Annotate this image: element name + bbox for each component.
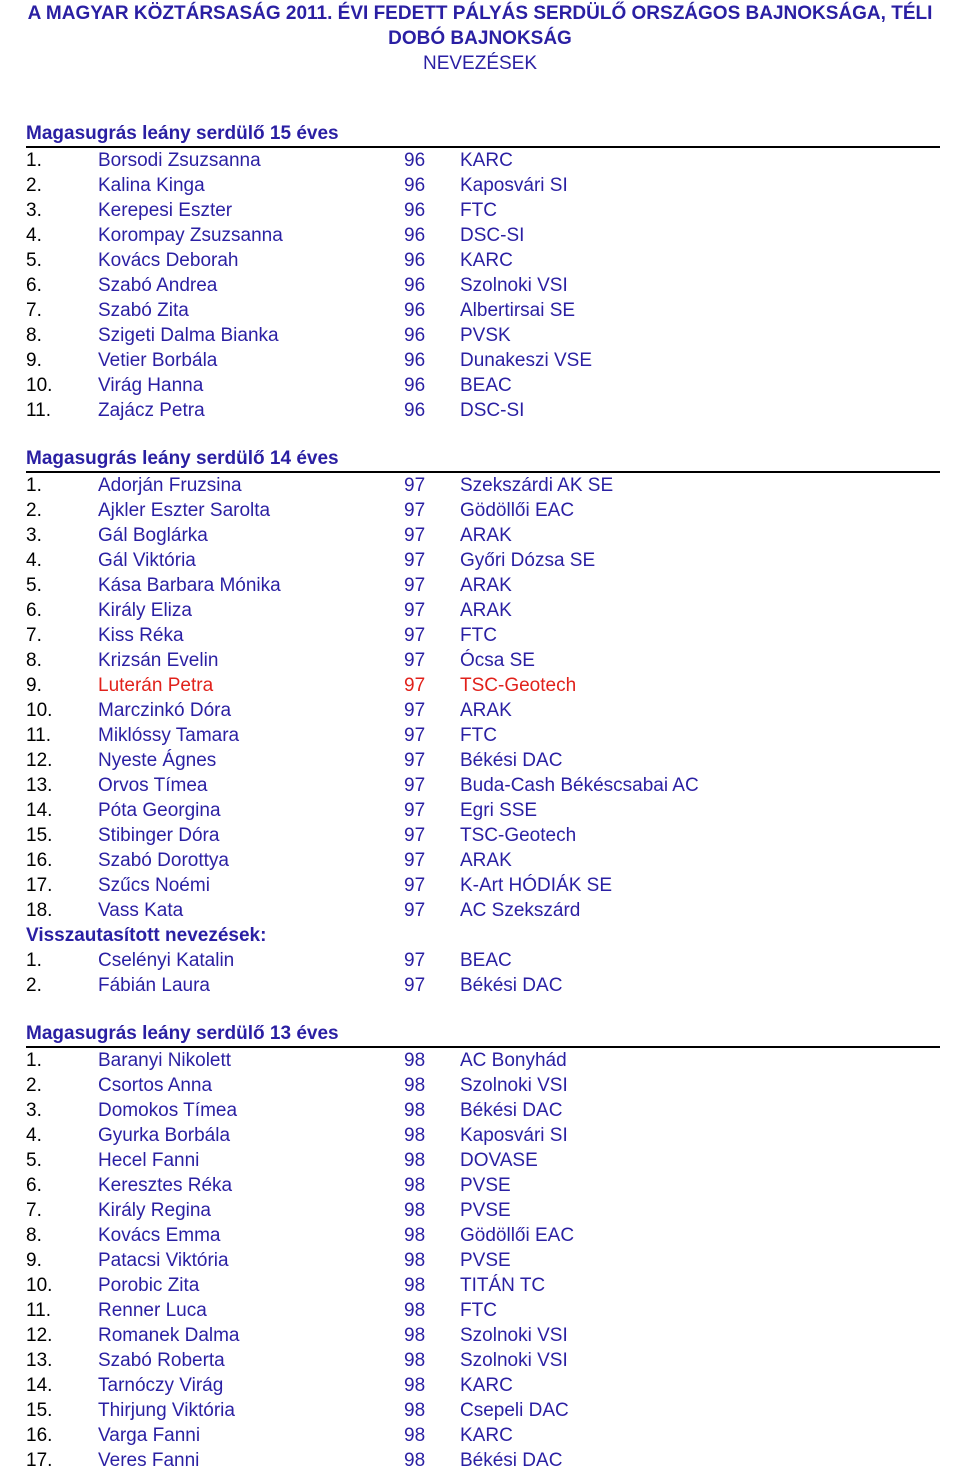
- entry-name: Nyeste Ágnes: [98, 750, 217, 771]
- entry-row: [26, 773, 940, 798]
- entry-num: 7.: [26, 1200, 42, 1221]
- entry-club: PVSK: [460, 325, 511, 346]
- entry-num: 14.: [26, 800, 53, 821]
- entry-year: 96: [404, 400, 426, 421]
- entry-num: 12.: [26, 750, 53, 771]
- entry-year: 98: [404, 1350, 426, 1371]
- entry-num: 6.: [26, 275, 42, 296]
- entry-num: 4.: [26, 550, 42, 571]
- entry-name: Thirjung Viktória: [98, 1400, 235, 1421]
- entry-name: Baranyi Nikolett: [98, 1050, 232, 1071]
- entry-club: Szolnoki VSI: [460, 275, 568, 296]
- entry-club: Dunakeszi VSE: [460, 350, 593, 371]
- entry-year: 97: [404, 700, 426, 721]
- entry-year: 96: [404, 250, 426, 271]
- entry-num: 16.: [26, 850, 53, 871]
- entry-row: [26, 1323, 940, 1348]
- entry-year: 98: [404, 1375, 426, 1396]
- entry-name: Kovács Emma: [98, 1225, 221, 1246]
- entry-row: [26, 723, 940, 748]
- entry-num: 2.: [26, 1075, 42, 1096]
- entry-name: Borsodi Zsuzsanna: [98, 150, 261, 171]
- entry-row: [26, 273, 940, 298]
- entry-club: DOVASE: [460, 1150, 538, 1171]
- entry-name: Romanek Dalma: [98, 1325, 240, 1346]
- entry-row: [26, 573, 940, 598]
- entry-row: [26, 1448, 940, 1473]
- entry-club: K-Art HÓDIÁK SE: [460, 875, 613, 896]
- section-14-eves: [26, 446, 940, 998]
- entry-club: Szekszárdi AK SE: [460, 475, 614, 496]
- entry-club: FTC: [460, 200, 497, 221]
- section-heading: Magasugrás leány serdülő 15 éves: [26, 121, 940, 148]
- entry-club: Szolnoki VSI: [460, 1350, 568, 1371]
- entry-num: 15.: [26, 1400, 53, 1421]
- entry-num: 13.: [26, 775, 53, 796]
- entry-name: Domokos Tímea: [98, 1100, 238, 1121]
- entry-year: 98: [404, 1050, 426, 1071]
- entry-row: [26, 848, 940, 873]
- entry-name: Szabó Roberta: [98, 1350, 225, 1371]
- entry-list: [26, 1048, 940, 1473]
- entry-row: [26, 1048, 940, 1073]
- entry-club: Gödöllői EAC: [460, 500, 575, 521]
- entry-row: [26, 348, 940, 373]
- entry-year: 97: [404, 900, 426, 921]
- entry-row: [26, 373, 940, 398]
- section-13-eves: [26, 1021, 940, 1473]
- entry-club: Békési DAC: [460, 975, 563, 996]
- entry-year: 96: [404, 200, 426, 221]
- entry-year: 97: [404, 725, 426, 746]
- entry-row: [26, 1148, 940, 1173]
- entry-club: Buda-Cash Békéscsabai AC: [460, 775, 699, 796]
- entry-num: 2.: [26, 500, 42, 521]
- entry-year: 96: [404, 150, 426, 171]
- entry-club: KARC: [460, 150, 513, 171]
- entry-club: FTC: [460, 625, 497, 646]
- entry-club: ARAK: [460, 575, 512, 596]
- entry-row: [26, 798, 940, 823]
- entry-row: [26, 1098, 940, 1123]
- entry-name: Király Regina: [98, 1200, 211, 1221]
- entry-name: Ajkler Eszter Sarolta: [98, 500, 271, 521]
- entry-club: DSC-SI: [460, 225, 525, 246]
- rejected-heading: Visszautasított nevezések:: [26, 925, 267, 946]
- document-title-line-2: DOBÓ BAJNOKSÁG: [388, 28, 572, 49]
- entry-club: KARC: [460, 250, 513, 271]
- entry-row: [26, 523, 940, 548]
- entry-num: 1.: [26, 1050, 42, 1071]
- entry-num: 8.: [26, 1225, 42, 1246]
- entry-row: [26, 898, 940, 923]
- entry-name: Szűcs Noémi: [98, 875, 210, 896]
- entry-club: ARAK: [460, 700, 512, 721]
- entry-club: BEAC: [460, 375, 512, 396]
- entry-club: DSC-SI: [460, 400, 525, 421]
- entry-row: [26, 1398, 940, 1423]
- entry-club: ARAK: [460, 525, 512, 546]
- entry-club: Csepeli DAC: [460, 1400, 569, 1421]
- entry-name: Keresztes Réka: [98, 1175, 233, 1196]
- entry-name: Kovács Deborah: [98, 250, 239, 271]
- entry-num: 17.: [26, 1450, 53, 1471]
- entry-row: [26, 623, 940, 648]
- entry-name: Zajácz Petra: [98, 400, 205, 421]
- entry-name: Szabó Andrea: [98, 275, 218, 296]
- entry-name: Vetier Borbála: [98, 350, 218, 371]
- section-heading: Magasugrás leány serdülő 13 éves: [26, 1021, 940, 1048]
- entry-row: [26, 473, 940, 498]
- entry-year: 98: [404, 1125, 426, 1146]
- entry-num: 10.: [26, 375, 53, 396]
- entry-year: 96: [404, 225, 426, 246]
- entry-club: Békési DAC: [460, 750, 563, 771]
- entry-year: 97: [404, 850, 426, 871]
- entry-club: Albertirsai SE: [460, 300, 576, 321]
- entry-num: 1.: [26, 475, 42, 496]
- entry-year: 96: [404, 300, 426, 321]
- section-heading: Magasugrás leány serdülő 14 éves: [26, 446, 940, 473]
- entry-club: Kaposvári SI: [460, 175, 568, 196]
- entry-name: Fábián Laura: [98, 975, 210, 996]
- entry-num: 12.: [26, 1325, 53, 1346]
- entry-year: 97: [404, 625, 426, 646]
- entry-name: Luterán Petra: [98, 675, 214, 696]
- entry-name: Kerepesi Eszter: [98, 200, 233, 221]
- entry-row: [26, 1173, 940, 1198]
- entry-num: 11.: [26, 725, 52, 746]
- entry-num: 4.: [26, 1125, 42, 1146]
- entry-club: AC Bonyhád: [460, 1050, 567, 1071]
- entry-year: 97: [404, 525, 426, 546]
- entry-name: Orvos Tímea: [98, 775, 208, 796]
- entry-year: 98: [404, 1075, 426, 1096]
- entry-row: [26, 148, 940, 173]
- entry-name: Csortos Anna: [98, 1075, 213, 1096]
- entry-num: 9.: [26, 1250, 42, 1271]
- entry-name: Renner Luca: [98, 1300, 207, 1321]
- entry-num: 10.: [26, 700, 53, 721]
- entry-num: 6.: [26, 600, 42, 621]
- entry-club: ARAK: [460, 850, 512, 871]
- entry-num: 1.: [26, 950, 42, 971]
- entry-row: [26, 498, 940, 523]
- entry-num: 18.: [26, 900, 53, 921]
- entry-num: 3.: [26, 1100, 42, 1121]
- entry-name: Hecel Fanni: [98, 1150, 200, 1171]
- entry-row: [26, 1198, 940, 1223]
- entry-num: 1.: [26, 150, 42, 171]
- entry-club: Békési DAC: [460, 1450, 563, 1471]
- entry-name: Vass Kata: [98, 900, 184, 921]
- entry-year: 97: [404, 650, 426, 671]
- entry-row: [26, 648, 940, 673]
- entry-club: PVSE: [460, 1250, 511, 1271]
- section-15-eves: [26, 121, 940, 423]
- entry-club: Gödöllői EAC: [460, 1225, 575, 1246]
- entry-num: 15.: [26, 825, 53, 846]
- entry-num: 13.: [26, 1350, 53, 1371]
- entry-name: Szigeti Dalma Bianka: [98, 325, 279, 346]
- entry-num: 7.: [26, 625, 42, 646]
- entry-year: 97: [404, 800, 426, 821]
- entry-num: 8.: [26, 650, 42, 671]
- entry-club: Szolnoki VSI: [460, 1075, 568, 1096]
- entry-year: 97: [404, 825, 426, 846]
- document-subtitle: NEVEZÉSEK: [422, 53, 538, 74]
- entry-year: 96: [404, 325, 426, 346]
- rejected-list: [26, 948, 940, 998]
- entry-name: Porobic Zita: [98, 1275, 200, 1296]
- entry-num: 5.: [26, 250, 42, 271]
- entry-year: 97: [404, 875, 426, 896]
- entry-row: [26, 1348, 940, 1373]
- entry-num: 2.: [26, 175, 42, 196]
- entry-row: [26, 1373, 940, 1398]
- entry-row: [26, 198, 940, 223]
- entry-name: Stibinger Dóra: [98, 825, 220, 846]
- entry-name: Cselényi Katalin: [98, 950, 235, 971]
- entry-name: Kiss Réka: [98, 625, 184, 646]
- entry-name: Veres Fanni: [98, 1450, 200, 1471]
- entry-year: 97: [404, 975, 426, 996]
- entry-row: [26, 1273, 940, 1298]
- entry-year: 97: [404, 575, 426, 596]
- entry-year: 97: [404, 775, 426, 796]
- entry-year: 98: [404, 1225, 426, 1246]
- entry-club: BEAC: [460, 950, 512, 971]
- entry-row: [26, 973, 940, 998]
- entry-year: 98: [404, 1100, 426, 1121]
- entry-club: ARAK: [460, 600, 512, 621]
- entry-year: 98: [404, 1400, 426, 1421]
- entry-year: 96: [404, 175, 426, 196]
- entry-year: 98: [404, 1200, 426, 1221]
- entry-club: PVSE: [460, 1175, 511, 1196]
- entry-row: [26, 323, 940, 348]
- entry-row: [26, 598, 940, 623]
- entry-row: [26, 873, 940, 898]
- entry-row: [26, 1423, 940, 1448]
- entry-year: 98: [404, 1300, 426, 1321]
- entry-name: Szabó Dorottya: [98, 850, 229, 871]
- entry-num: 9.: [26, 675, 42, 696]
- entry-name: Patacsi Viktória: [98, 1250, 229, 1271]
- entry-name: Varga Fanni: [98, 1425, 201, 1446]
- entry-row: [26, 1223, 940, 1248]
- entry-num: 3.: [26, 525, 42, 546]
- entry-num: 16.: [26, 1425, 53, 1446]
- entry-row: [26, 173, 940, 198]
- entry-row: [26, 223, 940, 248]
- entry-club: KARC: [460, 1425, 513, 1446]
- entry-year: 97: [404, 600, 426, 621]
- entry-num: 3.: [26, 200, 42, 221]
- entry-club: FTC: [460, 725, 497, 746]
- entry-row: [26, 298, 940, 323]
- entry-year: 97: [404, 475, 426, 496]
- entry-name: Póta Georgina: [98, 800, 221, 821]
- entry-list: [26, 148, 940, 423]
- entry-row: [26, 248, 940, 273]
- document-header: [0, 0, 960, 76]
- entry-name: Tarnóczy Virág: [98, 1375, 224, 1396]
- entry-num: 6.: [26, 1175, 42, 1196]
- entry-club: FTC: [460, 1300, 497, 1321]
- entry-club: Egri SSE: [460, 800, 538, 821]
- entry-name: Kalina Kinga: [98, 175, 205, 196]
- entry-club: PVSE: [460, 1200, 511, 1221]
- entry-num: 14.: [26, 1375, 53, 1396]
- entry-club: Kaposvári SI: [460, 1125, 568, 1146]
- entry-row: [26, 698, 940, 723]
- entry-row: [26, 1298, 940, 1323]
- entry-club: TITÁN TC: [460, 1275, 546, 1296]
- entry-name: Virág Hanna: [98, 375, 204, 396]
- entry-club: TSC-Geotech: [460, 675, 577, 696]
- entry-name: Szabó Zita: [98, 300, 189, 321]
- entry-num: 5.: [26, 1150, 42, 1171]
- entry-row: [26, 823, 940, 848]
- entry-name: Miklóssy Tamara: [98, 725, 240, 746]
- entry-club: Szolnoki VSI: [460, 1325, 568, 1346]
- entry-row: [26, 948, 940, 973]
- entry-year: 98: [404, 1175, 426, 1196]
- entry-row: [26, 1123, 940, 1148]
- entry-year: 97: [404, 950, 426, 971]
- entry-name: Adorján Fruzsina: [98, 475, 242, 496]
- entry-name: Korompay Zsuzsanna: [98, 225, 283, 246]
- entry-year: 97: [404, 750, 426, 771]
- entry-row: [26, 548, 940, 573]
- entry-row: [26, 748, 940, 773]
- entry-year: 98: [404, 1325, 426, 1346]
- entry-num: 5.: [26, 575, 42, 596]
- entry-num: 7.: [26, 300, 42, 321]
- entry-year: 96: [404, 350, 426, 371]
- entry-year: 96: [404, 375, 426, 396]
- entry-name: Kása Barbara Mónika: [98, 575, 281, 596]
- entry-num: 8.: [26, 325, 42, 346]
- entry-year: 98: [404, 1425, 426, 1446]
- entry-club: KARC: [460, 1375, 513, 1396]
- entry-row: [26, 673, 940, 698]
- entry-list: [26, 473, 940, 923]
- document-title-line-1: A MAGYAR KÖZTÁRSASÁG 2011. ÉVI FEDETT PÁLYÁS SERDÜLŐ ORSZÁGOS BAJNOKSÁGA, TÉLI: [27, 3, 933, 24]
- entry-club: Győri Dózsa SE: [460, 550, 596, 571]
- entry-num: 11.: [26, 1300, 52, 1321]
- entry-year: 98: [404, 1275, 426, 1296]
- entry-num: 4.: [26, 225, 42, 246]
- entry-name: Krizsán Evelin: [98, 650, 219, 671]
- entry-club: Békési DAC: [460, 1100, 563, 1121]
- entry-num: 10.: [26, 1275, 53, 1296]
- entry-num: 9.: [26, 350, 42, 371]
- entry-name: Gál Boglárka: [98, 525, 208, 546]
- entry-name: Marczinkó Dóra: [98, 700, 232, 721]
- entry-name: Gyurka Borbála: [98, 1125, 231, 1146]
- entry-year: 98: [404, 1150, 426, 1171]
- entry-club: TSC-Geotech: [460, 825, 577, 846]
- entry-name: Gál Viktória: [98, 550, 196, 571]
- entry-num: 11.: [26, 400, 52, 421]
- entry-num: 17.: [26, 875, 53, 896]
- entry-year: 96: [404, 275, 426, 296]
- entry-year: 98: [404, 1450, 426, 1471]
- entry-row: [26, 398, 940, 423]
- entry-year: 97: [404, 500, 426, 521]
- entry-name: Király Eliza: [98, 600, 192, 621]
- entry-row: [26, 1248, 940, 1273]
- entry-year: 97: [404, 550, 426, 571]
- entry-year: 98: [404, 1250, 426, 1271]
- entry-club: Ócsa SE: [460, 650, 535, 671]
- entry-num: 2.: [26, 975, 42, 996]
- entry-row: [26, 1073, 940, 1098]
- entry-club: AC Szekszárd: [460, 900, 581, 921]
- entry-year: 97: [404, 675, 426, 696]
